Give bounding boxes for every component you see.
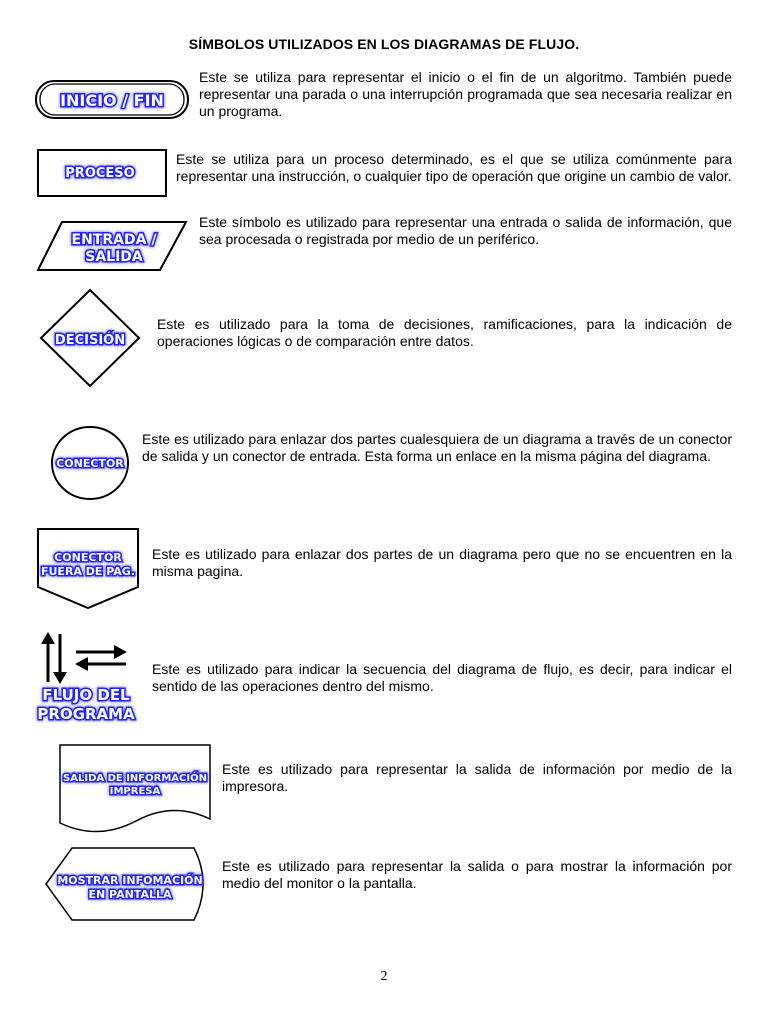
- input-output-description: Este símbolo es utilizado para representar una entrada o salida de información, que sea procesada o registrada por medio de un periférico.: [199, 214, 732, 247]
- printed-output-description: Este es utilizado para representar la salida de información por medio de la impresora.: [222, 761, 732, 794]
- input-output-label-line2: SALIDA: [85, 249, 143, 265]
- flow-description: Este es utilizado para indicar la secuencia del diagrama de flujo, es decir, para indicar el sentido de las operaciones dentro del mismo.: [152, 661, 732, 694]
- flow-label-line1: FLUJO DEL: [42, 686, 130, 704]
- connector-label: CONECTOR: [56, 457, 124, 470]
- terminal-description: Este se utiliza para representar el inicio o el fin de un algoritmo. También puede representar una parada o una interrupción programada que sea necesaria realizar en un programa.: [199, 69, 732, 119]
- display-output-label-line1: MOSTRAR INFOMACIÓN: [57, 874, 203, 887]
- vertical-arrows-icon: [41, 632, 67, 684]
- page-number: 2: [380, 969, 388, 984]
- process-symbol: [36, 148, 168, 198]
- input-output-symbol: [36, 220, 190, 272]
- decision-symbol: [38, 288, 142, 388]
- offpage-connector-label-line1: CONECTOR: [54, 551, 122, 564]
- printed-output-label-line2: IMPRESA: [109, 786, 161, 797]
- offpage-connector-label-line2: FUERA DE PAG.: [40, 565, 136, 578]
- connector-symbol: [48, 424, 132, 502]
- process-description: Este se utiliza para un proceso determinado, es el que se utiliza comúnmente para representar una instrucción, o cualquier tipo de operación que origine un cambio de valor.: [176, 151, 732, 184]
- decision-label: DECISIÓN: [54, 333, 126, 348]
- process-label: PROCESO: [65, 166, 135, 181]
- decision-description: Este es utilizado para la toma de decisiones, ramificaciones, para la indicación de operaciones lógicas o de comparación entre datos.: [157, 316, 732, 349]
- terminal-symbol: [34, 78, 192, 122]
- connector-description: Este es utilizado para enlazar dos partes cualesquiera de un diagrama a través de un conector de salida y un conector de entrada. Esta forma un enlace en la misma página del diagrama.: [142, 431, 732, 464]
- terminal-label: INICIO / FIN: [60, 91, 164, 110]
- flow-label-line2: PROGRAMA: [37, 705, 135, 723]
- display-output-symbol: [44, 846, 214, 922]
- printed-output-symbol: [58, 743, 214, 835]
- page-title: SÍMBOLOS UTILIZADOS EN LOS DIAGRAMAS DE FLUJO.: [188, 36, 580, 52]
- offpage-connector-symbol: [36, 527, 142, 611]
- display-output-label-line2: EN PANTALLA: [88, 888, 172, 901]
- flow-arrows-symbol: [36, 630, 140, 726]
- printed-output-label-line1: SALIDA DE INFORMACIÓN: [63, 773, 207, 784]
- input-output-label-line1: ENTRADA /: [71, 232, 157, 248]
- offpage-connector-description: Este es utilizado para enlazar dos partes de un diagrama pero que no se encuentren en la misma pagina.: [152, 546, 732, 579]
- horizontal-arrows-icon: [75, 645, 127, 671]
- display-output-description: Este es utilizado para representar la salida o para mostrar la información por medio del monitor o la pantalla.: [222, 858, 732, 891]
